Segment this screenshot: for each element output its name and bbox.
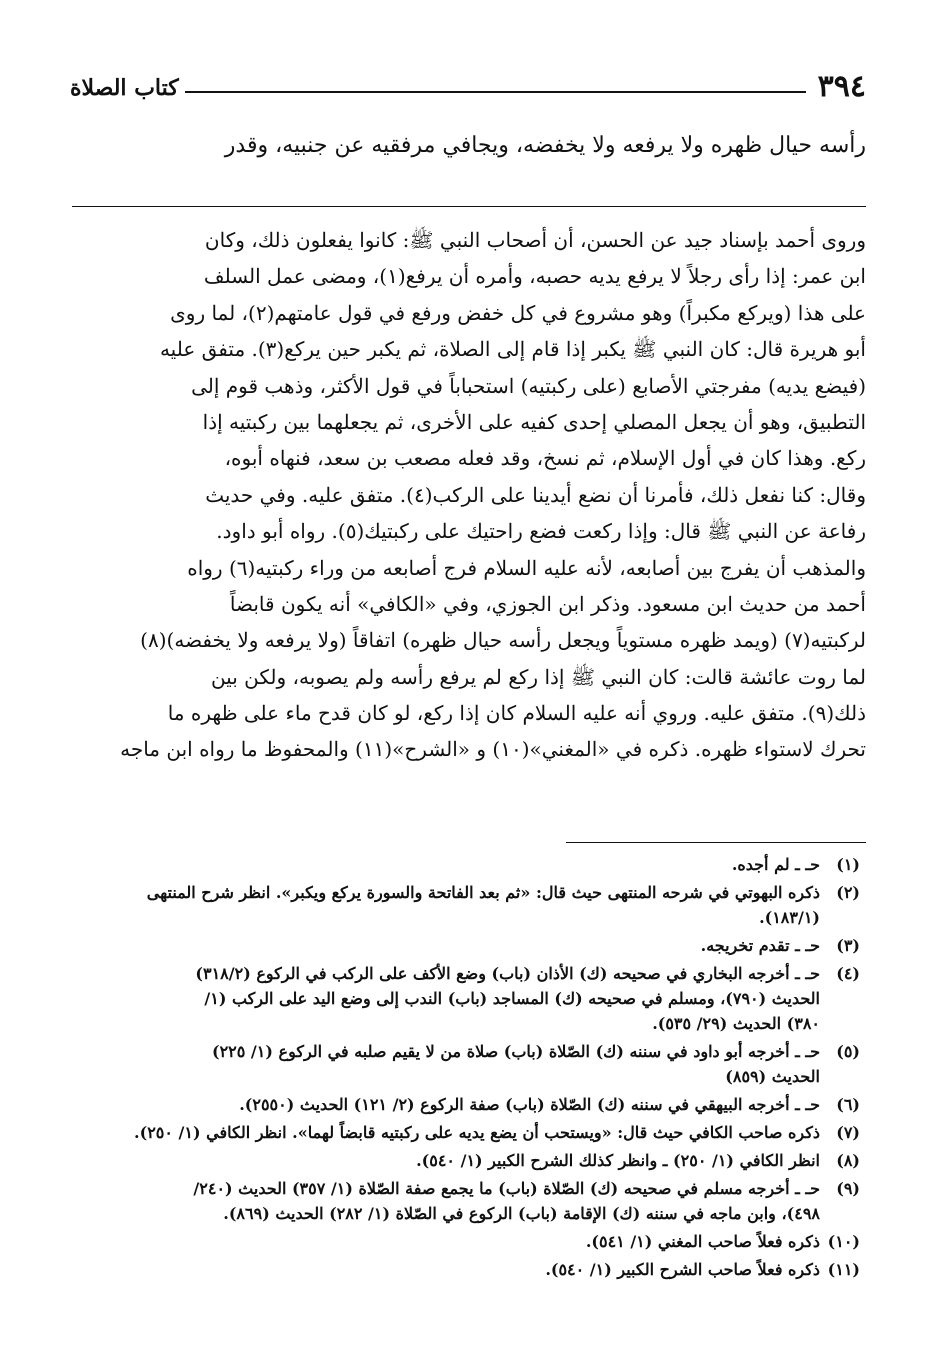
footnote-number: (٢) <box>836 883 860 902</box>
footnote-number: (١) <box>836 855 860 874</box>
footnote <box>72 1039 860 1089</box>
footnote-body <box>72 961 820 1036</box>
footnote-line: ذكره فعلاً صاحب المغني (١/ ٥٤١). <box>585 1232 820 1251</box>
footnote-line: ٣٨٠) الحديث (٢٩/ ٥٣٥). <box>652 1014 820 1033</box>
footnote <box>72 1229 860 1254</box>
commentary-line: وقال: كنا نفعل ذلك، فأمرنا أن نضع أيدينا على الركب(٤). متفق عليه. وفي حديث <box>205 482 866 507</box>
footnote-line: الحديث (٧٩٠)، ومسلم في صحيحه (ك) المساجد (باب) الندب إلى وضع اليد على الركب (١/ <box>204 989 820 1008</box>
commentary-line: لما روت عائشة قالت: كان النبي ﷺ إذا ركع لم يرفع رأسه ولم يصوبه، ولكن بين <box>210 664 866 689</box>
footnote-number: (٧) <box>836 1123 860 1142</box>
footnote <box>72 1092 860 1117</box>
footnote-body <box>72 1039 820 1089</box>
footnote-body <box>72 852 820 877</box>
commentary-line: أبو هريرة قال: كان النبي ﷺ يكبر إذا قام إلى الصلاة، ثم يكبر حين يركع(٣). متفق عليه <box>159 337 866 362</box>
footnote-line: ٤٩٨)، وابن ماجه في سننه (ك) الإقامة (باب) الركوع في الصّلاة (١/ ٢٨٢) الحديث (٨٦٩). <box>223 1204 820 1223</box>
footnote-line: حـ ـ أخرجه أبو داود في سننه (ك) الصّلاة (باب) صلاة من لا يقيم صلبه في الركوع (١/ ٢٢٥) <box>212 1042 820 1061</box>
footnote-line: ذكره البهوتي في شرحه المنتهى حيث قال: «ثم بعد الفاتحة والسورة يركع ويكبر». انظر شرح المنتهى <box>146 883 820 902</box>
footnote-body <box>72 1092 820 1117</box>
footnote-body <box>72 1148 820 1173</box>
footnote-number: (١١) <box>827 1260 860 1279</box>
commentary-line: أحمد من حديث ابن مسعود. وذكر ابن الجوزي، وفي «الكافي» أنه يكون قابضاً <box>229 591 866 616</box>
commentary-line: على هذا (ويركع مكبراً) وهو مشروع في كل خفض ورفع في قول عامتهم(٢)، لما روى <box>170 300 866 325</box>
footnote-body <box>72 880 820 930</box>
footnote-body <box>72 1176 820 1226</box>
commentary-line: ابن عمر: إذا رأى رجلاً لا يرفع يديه حصبه، وأمره أن يرفع(١)، ومضى عمل السلف <box>203 264 866 289</box>
commentary-line: (فيضع يديه) مفرجتي الأصابع (على ركبتيه) استحباباً في قول الأكثر، وذهب قوم إلى <box>191 373 866 398</box>
commentary-line: لركبتيه(٧) (ويمد ظهره مستوياً ويجعل رأسه حيال ظهره) اتفاقاً (ولا يرفعه ولا يخفضه)(٨) <box>140 628 866 653</box>
header-rule <box>185 91 806 93</box>
commentary-block <box>72 222 866 768</box>
footnote-number: (٦) <box>836 1095 860 1114</box>
footnote-body <box>72 1120 820 1145</box>
footnote-line: حـ ـ لم أجده. <box>731 855 820 874</box>
footnote-separator <box>566 842 866 843</box>
footnote-line: الحديث (٨٥٩) <box>725 1067 820 1086</box>
commentary-line: والمذهب أن يفرج بين أصابعه، لأنه عليه السلام فرج أصابعه من وراء ركبتيه(٦) رواه <box>187 555 866 580</box>
footnote-number: (١٠) <box>827 1232 860 1251</box>
footnote-line: حـ ـ أخرجه مسلم في صحيحه (ك) الصّلاة (باب) ما يجمع صفة الصّلاة (١/ ٣٥٧) الحديث (٢٤٠/ <box>193 1179 820 1198</box>
footnote-number: (٣) <box>836 936 860 955</box>
footnote-body <box>72 1257 820 1282</box>
main-text: رأسه حيال ظهره ولا يرفعه ولا يخفضه، ويجافي مرفقيه عن جنبيه، وقدر <box>224 133 866 158</box>
footnote <box>72 933 860 958</box>
footnote <box>72 880 860 930</box>
footnotes <box>72 852 860 1285</box>
footnote-line: (١٨٣/١). <box>759 908 820 927</box>
footnote-body <box>72 933 820 958</box>
commentary-line: تحرك لاستواء ظهره. ذكره في «المغني»(١٠) و «الشرح»(١١) والمحفوظ ما رواه ابن ماجه <box>120 737 866 762</box>
commentary-line: رفاعة عن النبي ﷺ قال: وإذا ركعت فضع راحتيك على ركبتيك(٥). رواه أبو داود. <box>216 519 866 544</box>
commentary-line: ذلك(٩). متفق عليه. وروي أنه عليه السلام كان إذا ركع، لو كان قدح ماء على ظهره ما <box>167 701 866 726</box>
footnote-number: (٨) <box>836 1151 860 1170</box>
footnote-line: ذكره فعلاً صاحب الشرح الكبير (١/ ٥٤٠). <box>545 1260 820 1279</box>
page-number: ٣٩٤ <box>817 69 866 104</box>
commentary-line: التطبيق، وهو أن يجعل المصلي إحدى كفيه على الأخرى، ثم يجعلهما بين ركبتيه إذا <box>202 409 866 434</box>
footnote <box>72 852 860 877</box>
commentary-line: وروى أحمد بإسناد جيد عن الحسن، أن أصحاب النبي ﷺ: كانوا يفعلون ذلك، وكان <box>204 228 866 252</box>
footnote-number: (٩) <box>836 1179 860 1198</box>
commentary-line: ركع. وهذا كان في أول الإسلام، ثم نسخ، وقد فعله مصعب بن سعد، فنهاه أبوه، <box>224 446 866 471</box>
text-separator <box>72 206 866 207</box>
footnote-line: حـ ـ تقدم تخريجه. <box>700 936 820 955</box>
footnote-line: ذكره صاحب الكافي حيث قال: «ويستحب أن يضع يديه على ركبتيه قابضاً لهما». انظر الكافي (١/ ٢٥٠). <box>134 1123 820 1142</box>
footnote-line: حـ ـ أخرجه البيهقي في سننه (ك) الصّلاة (باب) صفة الركوع (٢/ ١٢١) الحديث (٢٥٥٠). <box>239 1095 820 1114</box>
footnote <box>72 1148 860 1173</box>
footnote-line: انظر الكافي (١/ ٢٥٠) ـ وانظر كذلك الشرح الكبير (١/ ٥٤٠). <box>416 1151 820 1170</box>
footnote <box>72 1257 860 1282</box>
footnote-number: (٥) <box>836 1042 860 1061</box>
footnote <box>72 1176 860 1226</box>
footnote <box>72 961 860 1036</box>
footnote-number: (٤) <box>836 964 860 983</box>
footnote-line: حـ ـ أخرجه البخاري في صحيحه (ك) الأذان (باب) وضع الأكف على الركب في الركوع (٣١٨/٢) <box>195 964 820 983</box>
footnote <box>72 1120 860 1145</box>
footnote-body <box>72 1229 820 1254</box>
chapter-title: كتاب الصلاة <box>70 75 179 101</box>
page-header <box>70 62 866 102</box>
